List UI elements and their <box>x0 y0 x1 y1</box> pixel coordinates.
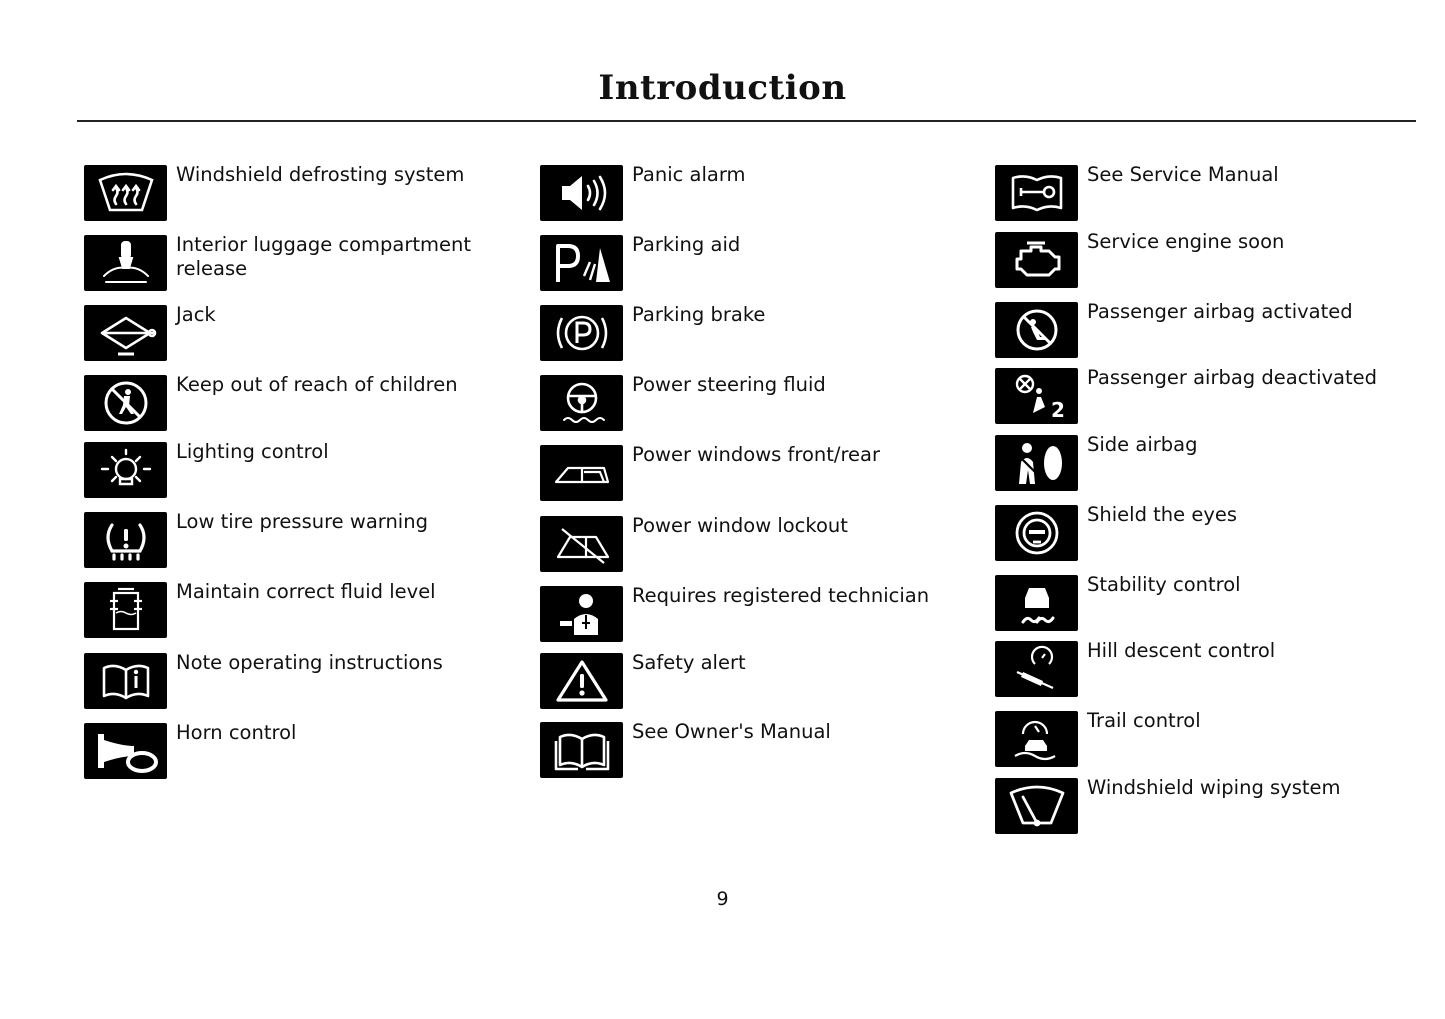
symbol-label: Maintain correct fluid level <box>176 580 436 603</box>
symbol-label: Side airbag <box>1087 433 1198 456</box>
symbol-label: Windshield wiping system <box>1087 776 1341 799</box>
parking-aid-icon <box>540 235 623 291</box>
symbol-label: Jack <box>176 303 216 326</box>
service-manual-icon <box>995 165 1078 221</box>
keep-away-children-icon <box>84 375 167 431</box>
header-divider <box>77 120 1416 122</box>
trail-control-icon <box>995 711 1078 767</box>
safety-alert-icon <box>540 653 623 709</box>
parking-brake-icon <box>540 305 623 361</box>
window-lockout-icon <box>540 516 623 572</box>
panic-alarm-icon <box>540 165 623 221</box>
airbag-deactivated-icon <box>995 368 1078 424</box>
symbol-label: Windshield defrosting system <box>176 163 465 186</box>
symbol-label: Parking brake <box>632 303 766 326</box>
jack-icon <box>84 305 167 361</box>
owners-manual-icon <box>540 722 623 778</box>
stability-control-icon <box>995 575 1078 631</box>
symbol-label: Trail control <box>1087 709 1201 732</box>
symbol-label: Hill descent control <box>1087 639 1276 662</box>
symbol-label: Passenger airbag activated <box>1087 300 1353 323</box>
symbol-label: Requires registered technician <box>632 584 930 607</box>
symbol-label: Lighting control <box>176 440 329 463</box>
windshield-defrost-icon <box>84 165 167 221</box>
symbol-label: Horn control <box>176 721 297 744</box>
fluid-level-icon <box>84 582 167 638</box>
side-airbag-icon <box>995 435 1078 491</box>
lighting-control-icon <box>84 442 167 498</box>
page-number: 9 <box>716 888 729 910</box>
airbag-activated-icon <box>995 302 1078 358</box>
svg-text:2: 2 <box>1050 398 1065 422</box>
shield-eyes-icon <box>995 505 1078 561</box>
operating-instructions-icon <box>84 653 167 709</box>
symbol-label: See Service Manual <box>1087 163 1279 186</box>
symbol-label: Interior luggage compartment release <box>176 233 472 280</box>
symbol-label: See Owner's Manual <box>632 720 831 743</box>
symbol-label: Shield the eyes <box>1087 503 1238 526</box>
symbol-label: Stability control <box>1087 573 1241 596</box>
symbol-label: Passenger airbag deactivated <box>1087 366 1378 389</box>
symbol-label: Power steering fluid <box>632 373 826 396</box>
power-windows-icon <box>540 445 623 501</box>
symbol-label: Panic alarm <box>632 163 746 186</box>
symbol-label: Power window lockout <box>632 514 848 537</box>
horn-icon <box>84 723 167 779</box>
symbol-label: Note operating instructions <box>176 651 443 674</box>
power-steering-icon <box>540 375 623 431</box>
hill-descent-icon <box>995 641 1078 697</box>
symbol-label: Power windows front/rear <box>632 443 881 466</box>
symbol-label: Low tire pressure warning <box>176 510 428 533</box>
symbol-label: Parking aid <box>632 233 741 256</box>
engine-icon <box>995 232 1078 288</box>
symbol-label: Service engine soon <box>1087 230 1285 253</box>
technician-icon <box>540 586 623 642</box>
tire-pressure-icon <box>84 512 167 568</box>
luggage-release-icon <box>84 235 167 291</box>
symbol-label: Keep out of reach of children <box>176 373 458 396</box>
page-title: Introduction <box>598 68 847 108</box>
windshield-wiper-icon <box>995 778 1078 834</box>
symbol-label: Safety alert <box>632 651 746 674</box>
